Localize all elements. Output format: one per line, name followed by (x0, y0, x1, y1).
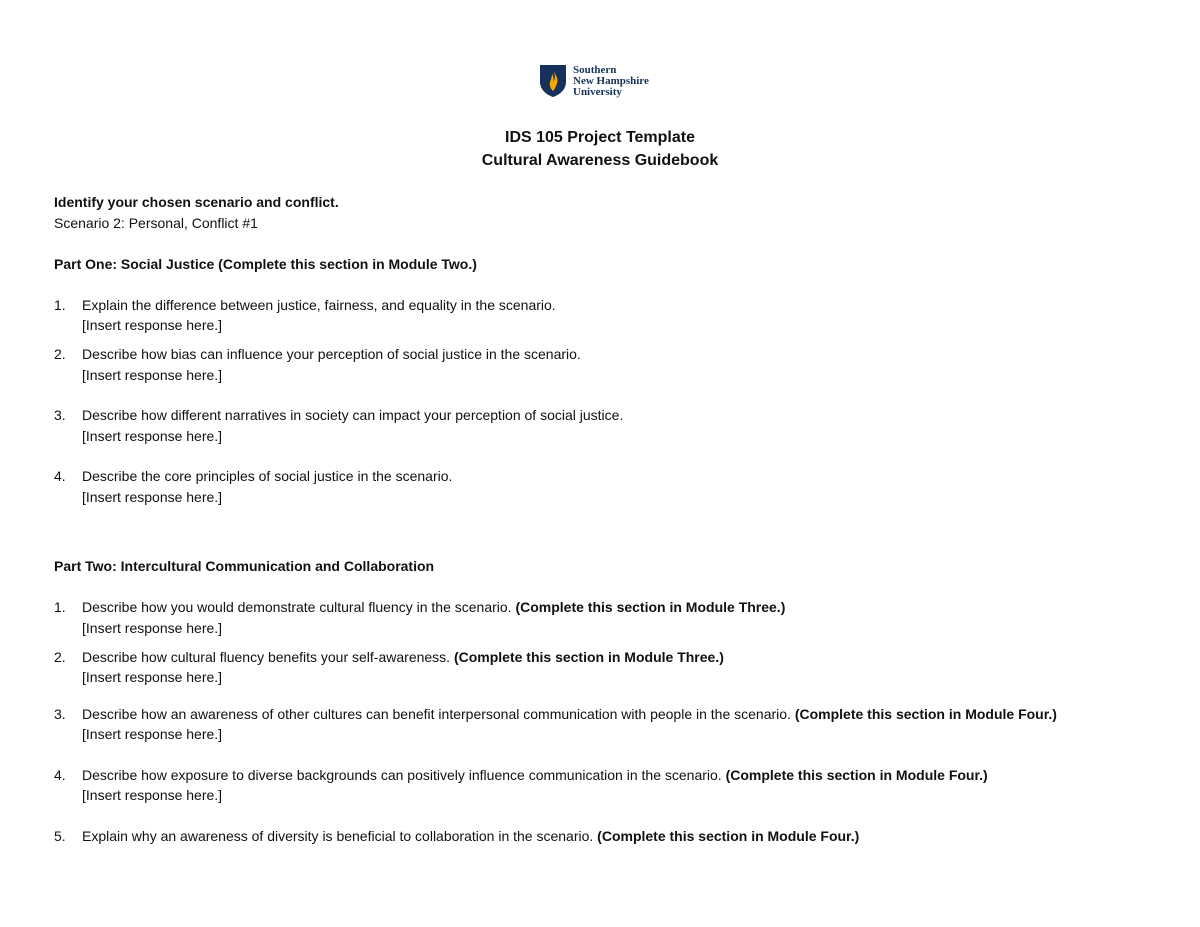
part-two-item-2-question (82, 647, 724, 667)
part-two-item-3-note: (Complete this section in Module Four.) (794, 706, 1057, 722)
part-one-item-3-question: Describe how different narratives in society can impact your perception of social justice. (82, 407, 624, 423)
scenario-heading: Identify your chosen scenario and conflict. (54, 194, 339, 210)
part-one-item-4-response[interactable]: [Insert response here.] (82, 489, 223, 505)
logo-line-2: New Hampshire (573, 74, 649, 87)
part-one-heading: Part One: Social Justice (Complete this section in Module Two.) (54, 256, 477, 272)
part-two-item-1-note: (Complete this section in Module Three.) (515, 599, 786, 615)
part-two-heading: Part Two: Intercultural Communication and Collaboration (54, 558, 435, 574)
part-two-item-1-number: 1. (54, 599, 66, 615)
part-two-item-5-note: (Complete this section in Module Four.) (597, 828, 860, 844)
part-two-item-2-response[interactable]: [Insert response here.] (82, 669, 223, 685)
part-one-item-1-question: Explain the difference between justice, fairness, and equality in the scenario. (82, 297, 556, 313)
part-two-item-4-response[interactable]: [Insert response here.] (82, 787, 223, 803)
university-logo (539, 64, 649, 98)
part-one-item-4-question: Describe the core principles of social justice in the scenario. (82, 468, 453, 484)
part-one-item-2-number: 2. (54, 346, 66, 362)
logo-line-1: Southern (573, 63, 617, 76)
part-one-item-1-response[interactable]: [Insert response here.] (82, 317, 223, 333)
part-two-item-2-question-text: Describe how cultural fluency benefits your self-awareness. (82, 649, 451, 665)
part-one-item-3-response[interactable]: [Insert response here.] (82, 428, 223, 444)
part-one-item-2-response[interactable]: [Insert response here.] (82, 367, 223, 383)
part-two-item-3-response[interactable]: [Insert response here.] (82, 726, 223, 742)
document-title: IDS 105 Project Template (505, 129, 695, 146)
part-two-item-1-question (82, 597, 785, 617)
part-two-item-2-note: (Complete this section in Module Three.) (453, 649, 724, 665)
document-subtitle: Cultural Awareness Guidebook (481, 152, 719, 169)
part-two-item-1-question-text: Describe how you would demonstrate cultural fluency in the scenario. (82, 599, 512, 615)
part-one-item-4-number: 4. (54, 468, 66, 484)
part-one-item-2-question: Describe how bias can influence your perception of social justice in the scenario. (82, 346, 581, 362)
part-two-item-2-number: 2. (54, 649, 66, 665)
part-two-item-1-response[interactable]: [Insert response here.] (82, 620, 223, 636)
part-two-item-4-note: (Complete this section in Module Four.) (725, 767, 988, 783)
part-two-item-4-question-text: Describe how exposure to diverse backgrounds can positively influence communication in the scenario. (82, 767, 722, 783)
part-one-item-3-number: 3. (54, 407, 66, 423)
logo-line-3: University (573, 85, 622, 98)
shield-flame-icon (539, 64, 567, 98)
scenario-value: Scenario 2: Personal, Conflict #1 (54, 215, 258, 231)
part-two-item-5-question (82, 826, 859, 846)
part-one-item-1-number: 1. (54, 297, 66, 313)
part-two-item-3-question-text: Describe how an awareness of other cultures can benefit interpersonal communication with people in the scenario. (82, 706, 791, 722)
part-two-item-5-number: 5. (54, 828, 66, 844)
part-two-item-4-number: 4. (54, 767, 66, 783)
part-two-item-3-number: 3. (54, 706, 66, 722)
part-two-item-4-question (82, 765, 988, 785)
part-two-item-5-question-text: Explain why an awareness of diversity is beneficial to collaboration in the scenario. (82, 828, 594, 844)
part-two-item-3-question (82, 704, 1057, 724)
